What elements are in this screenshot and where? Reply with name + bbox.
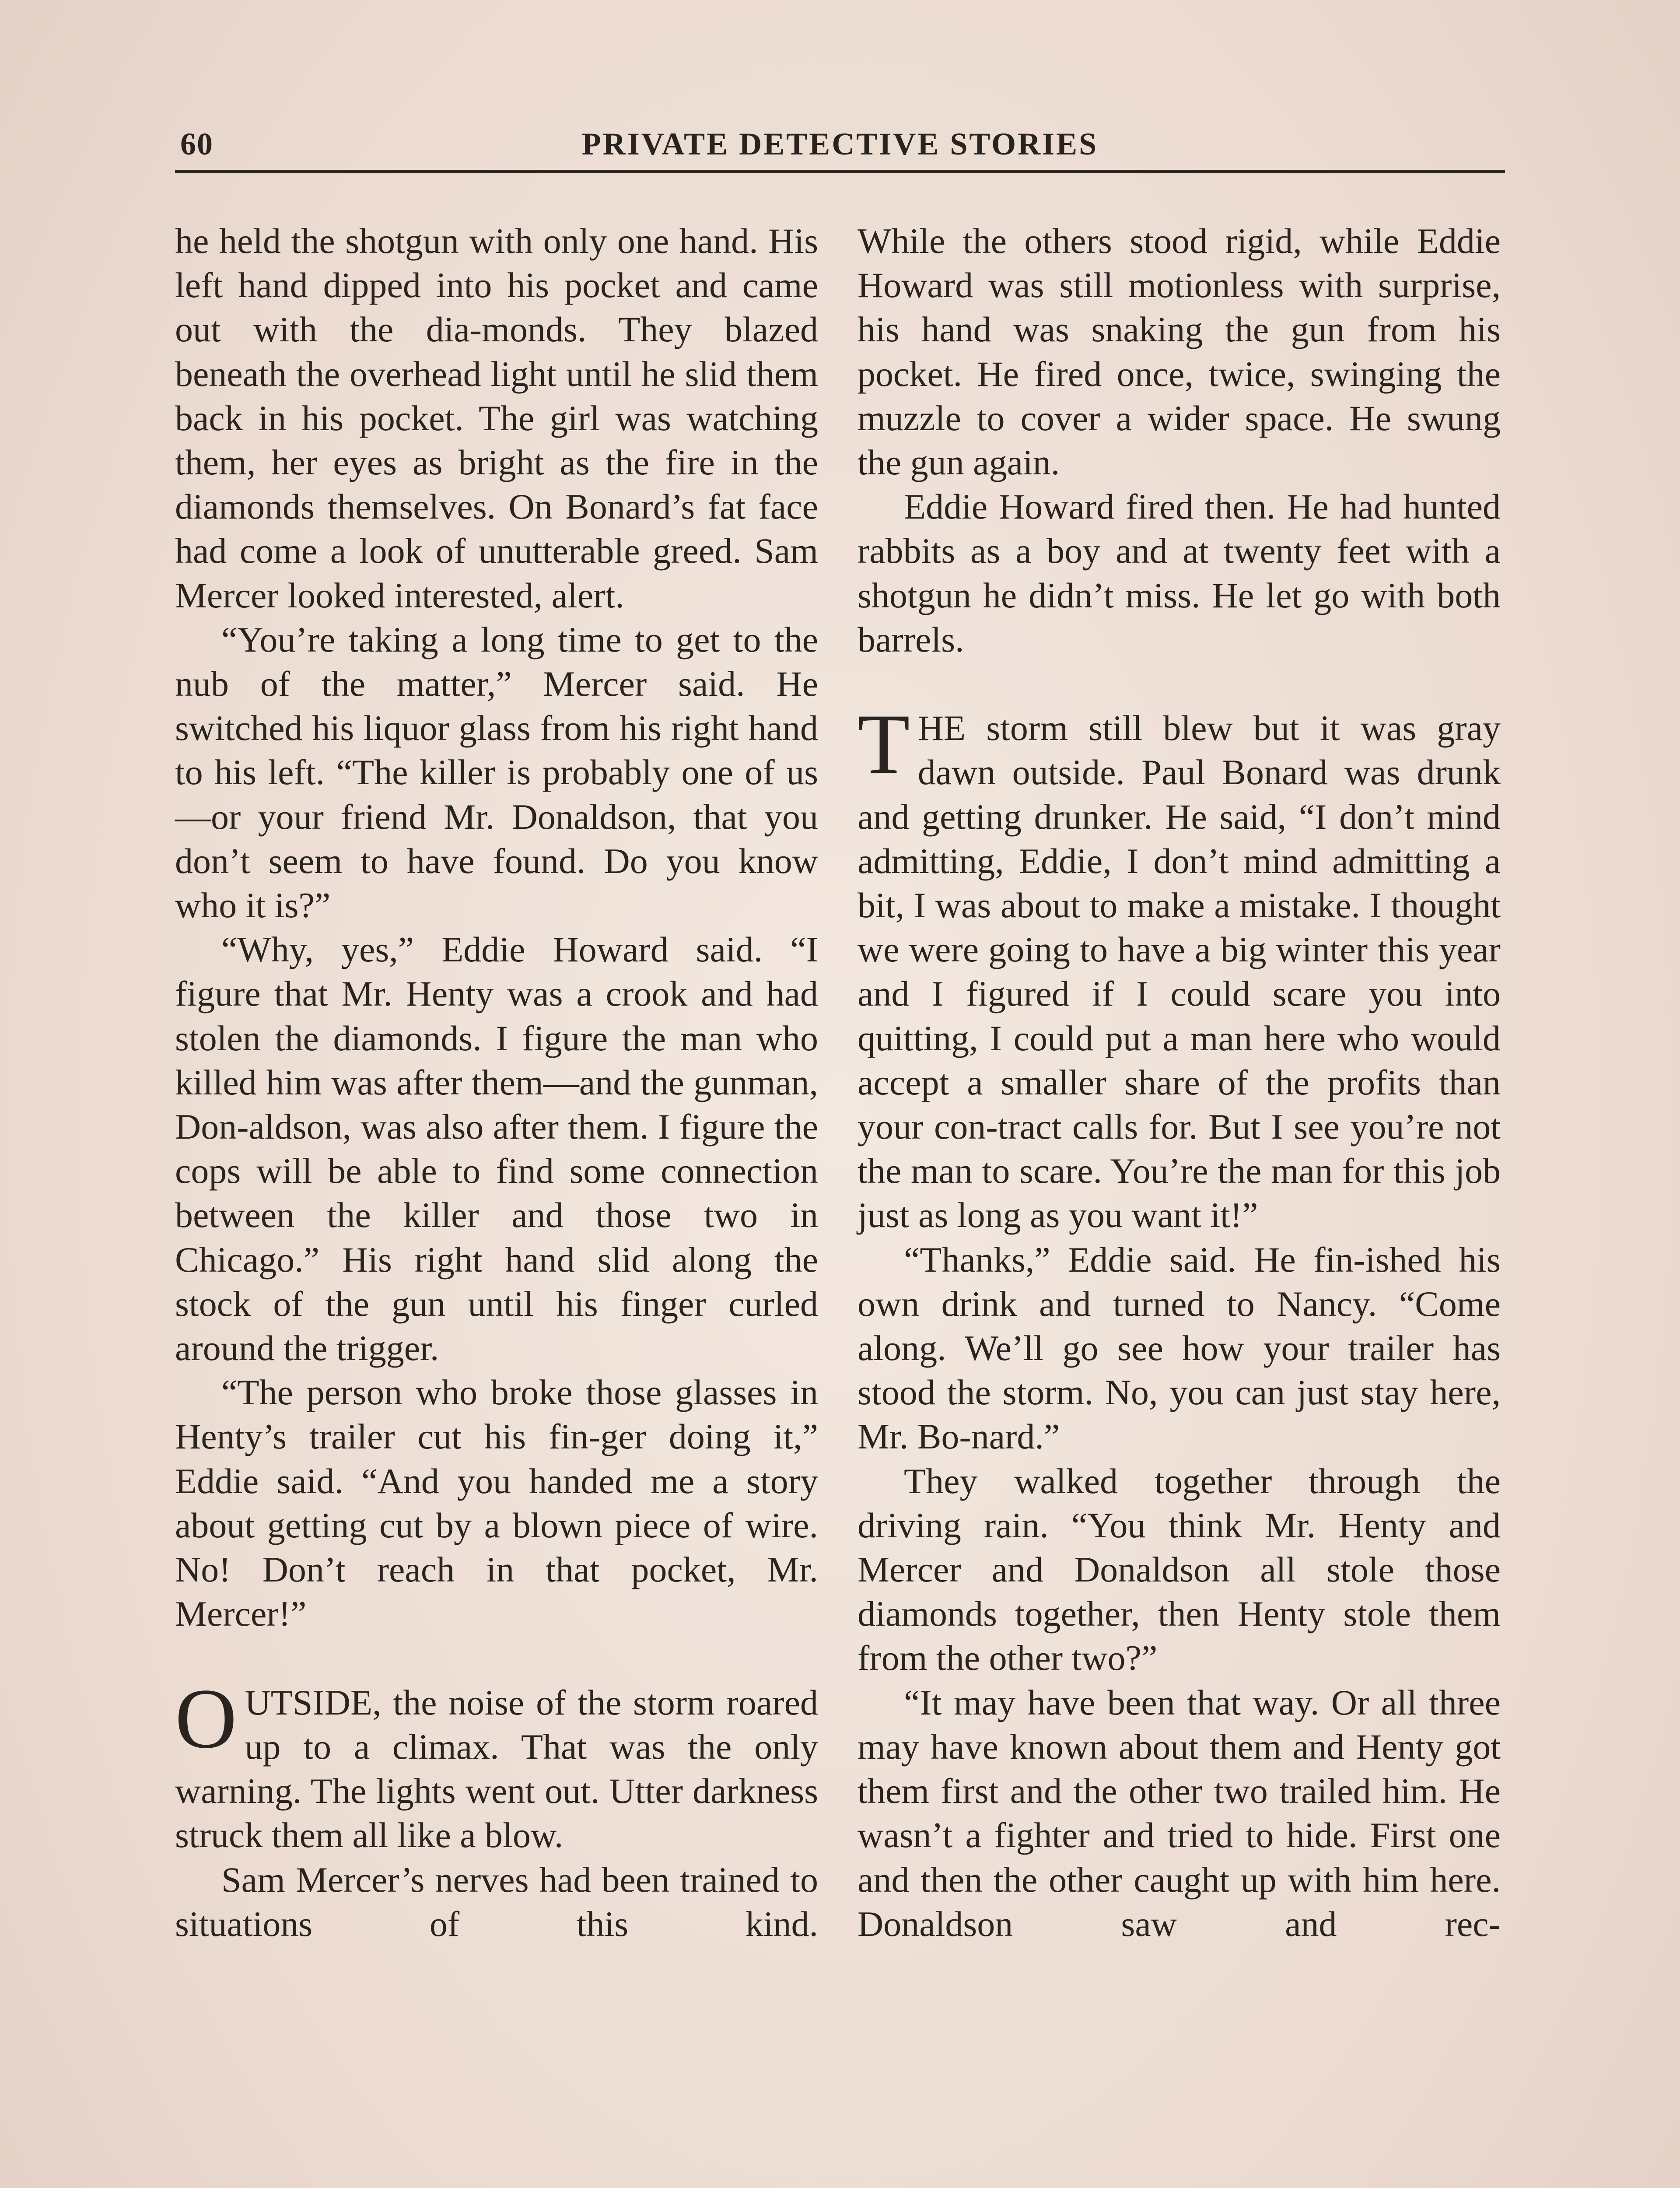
header-rule [175,170,1505,173]
section-paragraph [175,1671,818,1858]
page-header [175,117,1505,170]
paragraph: “Why, yes,” Eddie Howard said. “I figure that Mr. Henty was a crook and had stolen the diamonds. I figure the man who killed him was after them—and the gunman, Don-aldson, was also after them. I figure the cops will be able to find some connection between the killer and those two in Chicago.” His right hand slid along the stock of the gun until his finger curled around the trigger. [175,929,818,1368]
paragraph: “Thanks,” Eddie said. He fin-ished his own drink and turned to Nancy. “Come along. We’ll go see how your trailer has stood the storm. No, you can just stay here, Mr. Bo-nard.” [858,1239,1501,1457]
paragraph: he held the shotgun with only one hand. His left hand dipped into his pocket and came out with the dia-monds. They blazed beneath the overhead light until he slid them back in his pocket. The girl was watching them, her eyes as bright as the fire in the diamonds themselves. On Bonard’s fat face had come a look of unutterable greed. Sam Mercer looked interested, alert. [175,221,818,615]
page-number: 60 [180,126,214,161]
paragraph: “You’re taking a long time to get to the nub of the matter,” Mercer said. He switched his liquor glass from his right hand to his left. “The killer is probably one of us—or your friend Mr. Donaldson, that you don’t seem to have found. Do you know who it is?” [175,619,818,926]
drop-cap: T [858,697,910,792]
drop-cap: O [175,1671,237,1766]
paragraph-text: UTSIDE, the noise of the storm roared up to a climax. That was the only warning. The lights went out. Utter darkness struck them all like a blow. [175,1682,818,1855]
right-column [858,219,1501,1946]
paragraph: “The person who broke those glasses in Henty’s trailer cut his fin-ger doing it,” Eddie said. “And you handed me a story about getting cut by a blown piece of wire. No! Don’t reach in that pocket, Mr. Mercer!” [175,1372,818,1634]
running-title: PRIVATE DETECTIVE STORIES [581,126,1099,161]
paragraph: Sam Mercer’s nerves had been trained to situations of this kind. [175,1859,818,1944]
paragraph: Eddie Howard fired then. He had hunted rabbits as a boy and at twenty feet with a shotgun he didn’t miss. He let go with both barrels. [858,487,1501,659]
section-break [858,662,1501,706]
section-paragraph [858,697,1501,1237]
left-column [175,219,818,1946]
paragraph-text: HE storm still blew but it was gray dawn outside. Paul Bonard was drunk and getting drunker. He said, “I don’t mind admitting, Eddie, I don’t mind admitting a bit, I was about to make a mistake. I thought we were going to have a big winter this year and I figured if I could scare you into quitting, I could put a man here who would accept a smaller share of the profits than your con-tract calls for. But I see you’re not the man to scare. You’re the man for this job just as long as you want it!” [858,708,1501,1235]
paragraph: “It may have been that way. Or all three may have known about them and Henty got them first and the other two trailed him. He wasn’t a fighter and tried to hide. First one and then the other caught up with him here. Donaldson saw and rec- [858,1682,1501,1944]
paragraph: While the others stood rigid, while Eddie Howard was still motionless with surprise, his hand was snaking the gun from his pocket. He fired once, twice, swinging the muzzle to cover a wider space. He swung the gun again. [858,221,1501,483]
paragraph: They walked together through the driving rain. “You think Mr. Henty and Mercer and Donaldson all stole those diamonds together, then Henty stole them from the other two?” [858,1461,1501,1678]
section-break [175,1636,818,1680]
